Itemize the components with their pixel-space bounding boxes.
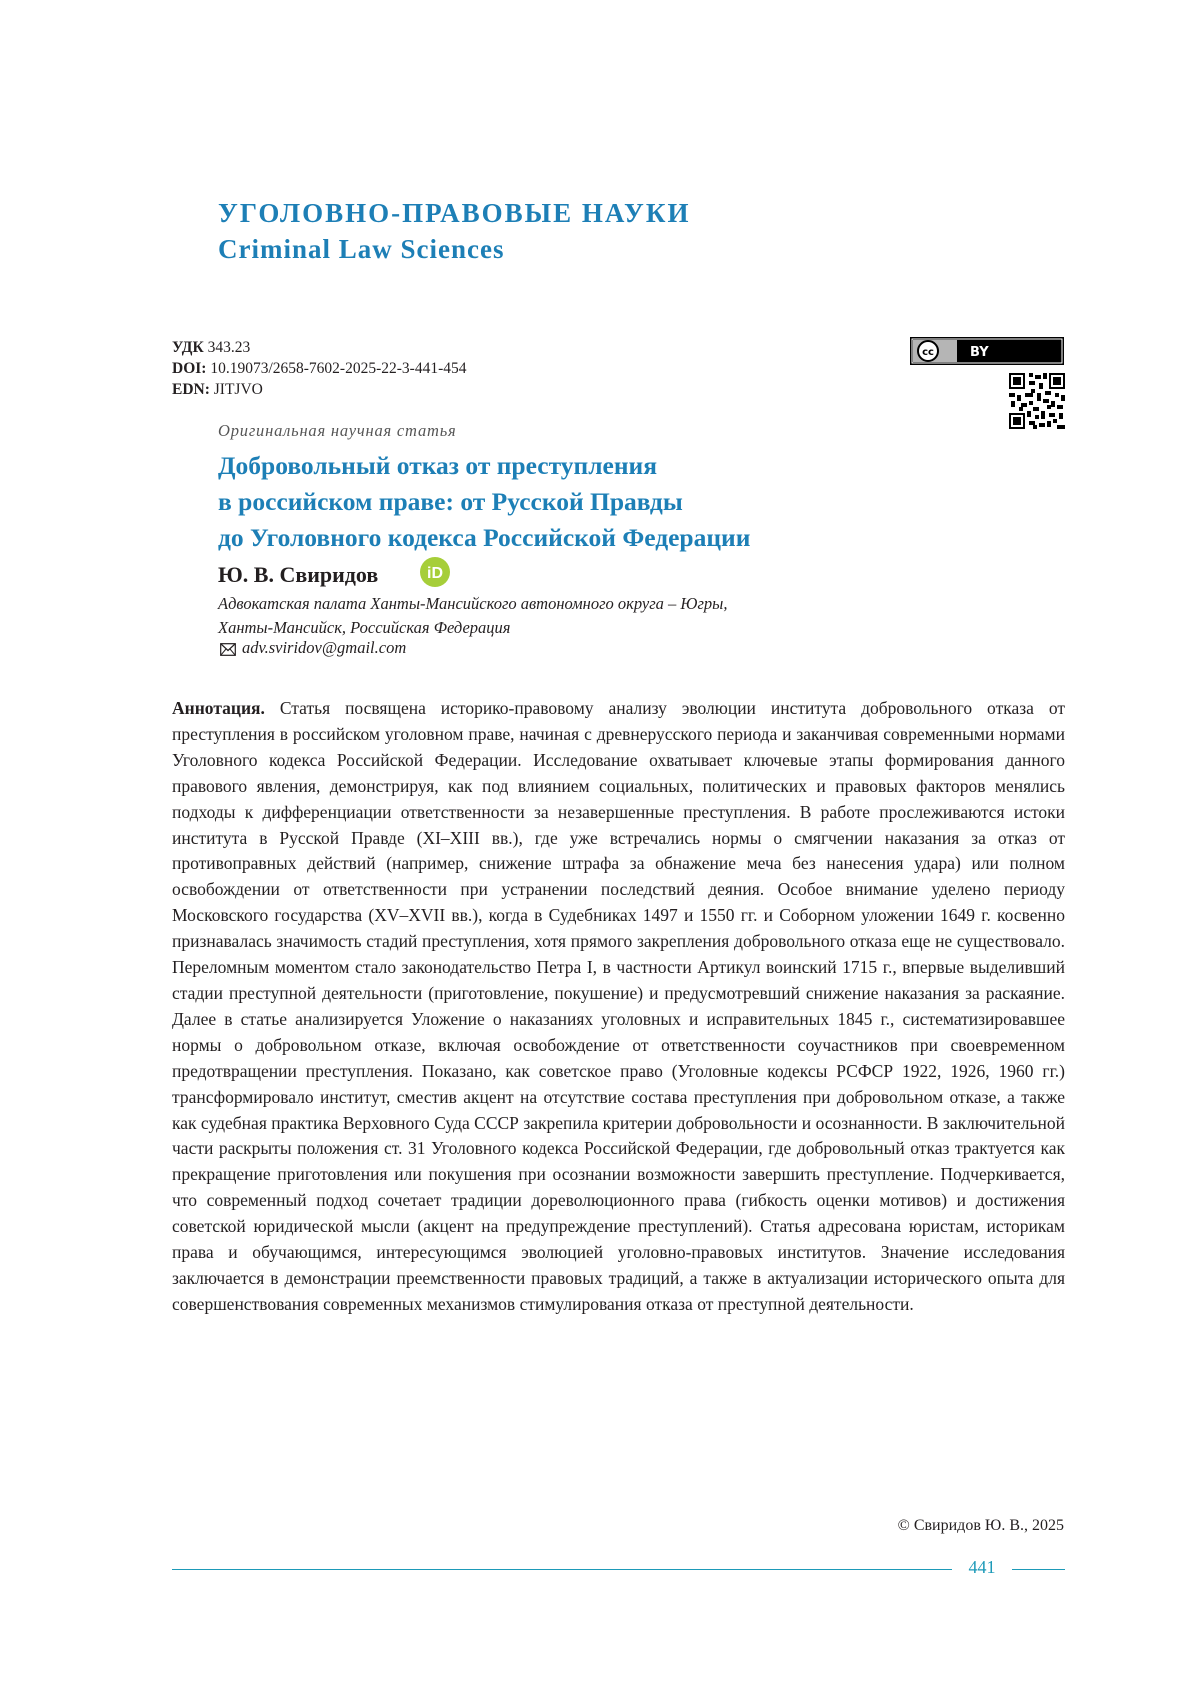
copyright: © Свиридов Ю. В., 2025	[897, 1517, 1064, 1534]
cc-text: cc	[922, 347, 934, 358]
title-line: в российском праве: от Русской Правды	[218, 487, 683, 516]
edn-label: EDN:	[172, 381, 210, 398]
article-metadata	[172, 337, 466, 400]
author-email[interactable]: adv.sviridov@gmail.com	[242, 638, 407, 657]
title-line: Добровольный отказ от преступления	[218, 451, 658, 480]
affiliation-line: Адвокатская палата Ханты-Мансийского автономного округа – Югры,	[218, 594, 728, 613]
author-name: Ю. В. Свиридов	[218, 562, 379, 587]
cc-by-license-icon[interactable]	[910, 337, 1064, 365]
qr-code-icon[interactable]	[1009, 373, 1065, 429]
affiliation-line: Ханты-Мансийск, Российская Федерация	[218, 618, 511, 637]
orcid-text: iD	[427, 565, 443, 582]
article-title	[218, 448, 858, 556]
by-text: BY	[970, 345, 989, 360]
doi-label: DOI:	[172, 360, 207, 377]
author-email-row	[220, 638, 406, 658]
page-number: 441	[968, 1557, 996, 1577]
footer-rule-right	[1012, 1569, 1065, 1570]
section-title-ru: УГОЛОВНО-ПРАВОВЫЕ НАУКИ	[218, 198, 691, 228]
title-line: до Уголовного кодекса Российской Федерации	[218, 523, 751, 552]
footer-rule-left	[172, 1569, 952, 1570]
edn-value: JITJVO	[213, 381, 263, 398]
abstract-label: Аннотация.	[172, 698, 265, 718]
section-title-en: Criminal Law Sciences	[218, 234, 505, 264]
doi-value[interactable]: 10.19073/2658-7602-2025-22-3-441-454	[210, 360, 467, 377]
orcid-icon[interactable]	[419, 556, 451, 588]
article-type: Оригинальная научная статья	[218, 421, 457, 440]
envelope-icon	[220, 643, 236, 656]
udc-row	[172, 337, 466, 358]
author-affiliation	[218, 592, 727, 640]
abstract-text: Статья посвящена историко-правовому анализу эволюции института добровольного отказа от преступления в российском уголовном праве, начиная с древнерусского периода и заканчивая современными нормами Уголовного кодекса Российской Федерации. Исследование охватывает ключевые этапы формирования данного правового явления, демонстрируя, как под влиянием социальных, политических и правовых факторов менялись подходы к дифференциации ответственности за незавершенные преступления. В работе прослеживаются истоки института в Русской Правде (XI–XIII вв.), где уже встречались нормы о смягчении наказания за отказ от противоправных действий (например, снижение штрафа за обнажение меча без нанесения удара) или полном освобождении от ответственности при устранении последствий деяния. Особое внимание уделено периоду Московского государства (XV–XVII вв.), когда в Судебниках 1497 и 1550 гг. и Соборном уложении 1649 г. косвенно признавалась значимость стадий преступления, хотя прямого закрепления добровольного отказа еще не существовало. Переломным моментом стало законодательство Петра I, в частности Артикул воинский 1715 г., впервые выделивший стадии преступной деятельности (приготовление, покушение) и предусмотревший снижение наказания за раскаяние. Далее в статье анализируется Уложение о наказаниях уголовных и исправительных 1845 г., систематизировавшее нормы о добровольном отказе, включая освобождение от ответственности соучастников при своевременном предотвращении преступления. Показано, как советское право (Уголовные кодексы РСФСР 1922, 1926, 1960 гг.) трансформировало институт, сместив акцент на отсутствие состава преступления при добровольном отказе, а также как судебная практика Верховного Суда СССР закрепила критерии добровольности и осознанности. В заключительной части раскрыты положения ст. 31 Уголовного кодекса Российской Федерации, где добровольный отказ трактуется как прекращение приготовления или покушения при осознании возможности завершить преступление. Подчеркивается, что современный подход сочетает традиции дореволюционного права (гибкость оценки мотивов) и достижения советской юридической мысли (акцент на предупреждение преступлений). Статья адресована юристам, историкам права и обучающимся, интересующимся эволюцией уголовно-правовых институтов. Значение исследования заключается в демонстрации преемственности правовых традиций, а также в актуализации исторического опыта для совершенствования современных механизмов стимулирования отказа от преступной деятельности.	[172, 698, 1066, 1314]
edn-row	[172, 379, 466, 400]
abstract	[172, 696, 1065, 1318]
doi-row	[172, 358, 466, 379]
udc-value: 343.23	[207, 339, 251, 356]
udc-label: УДК	[172, 339, 204, 356]
